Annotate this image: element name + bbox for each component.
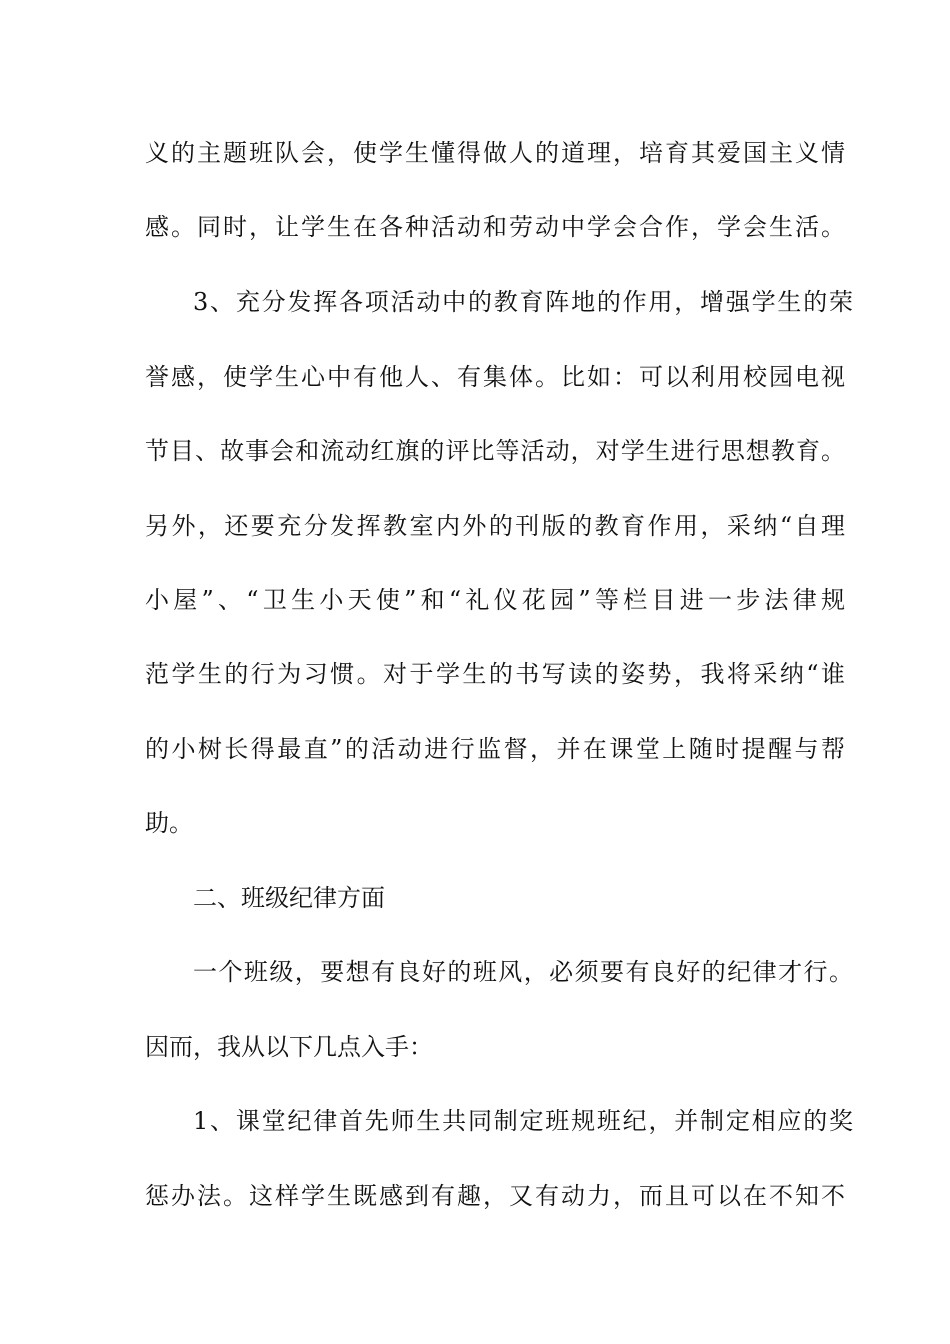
text-line: 节目、故事会和流动红旗的评比等活动，对学生进行思想教育。 (145, 437, 845, 465)
text-line: 感。同时，让学生在各种活动和劳动中学会合作，学会生活。 (145, 213, 845, 241)
text-line: 一个班级，要想有良好的班风，必须要有良好的纪律才行。 (193, 958, 853, 986)
section-heading: 二、班级纪律方面 (193, 884, 385, 912)
text-line: 因而，我从以下几点入手： (145, 1033, 433, 1061)
text-line: 另外，还要充分发挥教室内外的刊版的教育作用，采纳“自理 (145, 512, 845, 540)
text-line: 惩办法。这样学生既感到有趣，又有动力，而且可以在不知不 (145, 1182, 845, 1210)
text-line: 的小树长得最直”的活动进行监督，并在课堂上随时提醒与帮 (145, 735, 845, 763)
text-line: 义的主题班队会，使学生懂得做人的道理，培育其爱国主义情 (145, 139, 845, 167)
text-line: 1、课堂纪律首先师生共同制定班规班纪，并制定相应的奖 (193, 1107, 853, 1135)
text-line: 3、充分发挥各项活动中的教育阵地的作用，增强学生的荣 (193, 288, 853, 316)
text-line: 誉感，使学生心中有他人、有集体。比如：可以利用校园电视 (145, 363, 845, 391)
text-line: 范学生的行为习惯。对于学生的书写读的姿势，我将采纳“谁 (145, 660, 845, 688)
text-line: 助。 (145, 809, 193, 837)
text-line: 小屋”、“卫生小天使”和“礼仪花园”等栏目进一步法律规 (145, 586, 845, 614)
